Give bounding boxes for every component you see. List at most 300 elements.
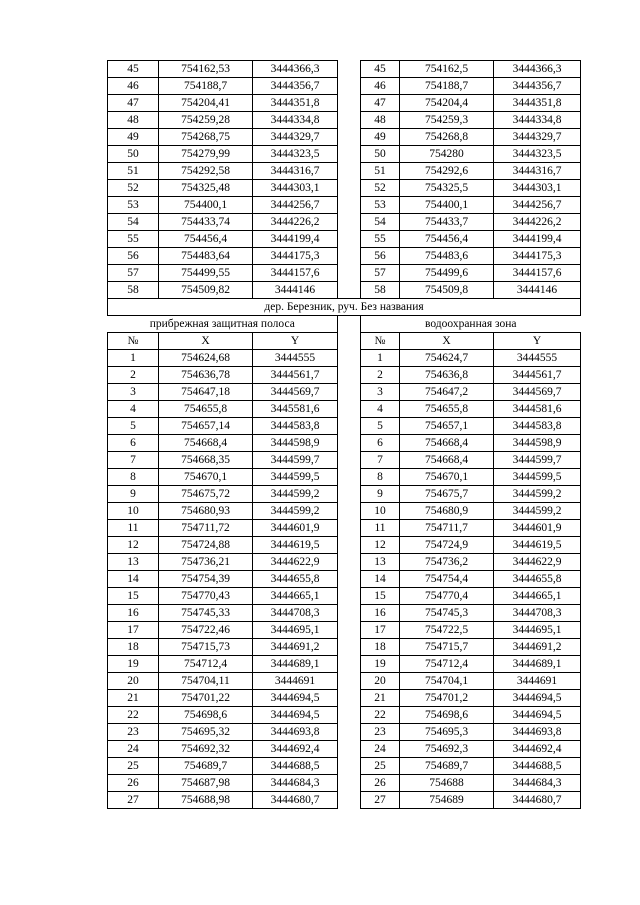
right-no-cell: 3 (361, 384, 400, 401)
right-x-cell: 754754,4 (400, 571, 494, 588)
column-gap (338, 112, 361, 129)
column-gap (338, 163, 361, 180)
right-x-cell: 754770,4 (400, 588, 494, 605)
right-no-cell: 25 (361, 758, 400, 775)
table-row (108, 656, 581, 673)
column-gap (338, 401, 361, 418)
left-no-cell: 24 (108, 741, 159, 758)
left-x-cell: 754754,39 (159, 571, 253, 588)
left-y-cell: 3444555 (253, 350, 338, 367)
left-x-cell: 754688,98 (159, 792, 253, 809)
right-y-cell: 3444583,8 (494, 418, 581, 435)
left-header-x: X (159, 333, 253, 350)
right-no-cell: 57 (361, 265, 400, 282)
left-y-cell: 3444598,9 (253, 435, 338, 452)
right-x-cell: 754280 (400, 146, 494, 163)
right-y-cell: 3444329,7 (494, 129, 581, 146)
left-y-cell: 3444366,3 (253, 61, 338, 78)
left-y-cell: 3444619,5 (253, 537, 338, 554)
right-x-cell: 754647,2 (400, 384, 494, 401)
left-y-cell: 3444692,4 (253, 741, 338, 758)
left-no-cell: 7 (108, 452, 159, 469)
right-no-cell: 16 (361, 605, 400, 622)
left-y-cell: 3444680,7 (253, 792, 338, 809)
left-no-cell: 4 (108, 401, 159, 418)
right-header-y: Y (494, 333, 581, 350)
table-row (108, 520, 581, 537)
column-gap (338, 418, 361, 435)
right-no-cell: 7 (361, 452, 400, 469)
column-gap (338, 367, 361, 384)
right-no-cell: 11 (361, 520, 400, 537)
table-row (108, 622, 581, 639)
right-no-cell: 14 (361, 571, 400, 588)
left-y-cell: 3444691 (253, 673, 338, 690)
left-no-cell: 13 (108, 554, 159, 571)
table-row (108, 690, 581, 707)
left-x-cell: 754279,99 (159, 146, 253, 163)
right-y-cell: 3444708,3 (494, 605, 581, 622)
left-no-cell: 16 (108, 605, 159, 622)
left-subtitle: прибрежная защитная полоса (108, 316, 338, 333)
right-y-cell: 3444316,7 (494, 163, 581, 180)
table-row (108, 588, 581, 605)
table-row (108, 741, 581, 758)
right-x-cell: 754657,1 (400, 418, 494, 435)
left-x-cell: 754456,4 (159, 231, 253, 248)
left-y-cell: 3444146 (253, 282, 338, 299)
left-no-cell: 19 (108, 656, 159, 673)
left-y-cell: 3444199,4 (253, 231, 338, 248)
table-row (108, 469, 581, 486)
column-gap (338, 724, 361, 741)
table-row (108, 384, 581, 401)
right-no-cell: 10 (361, 503, 400, 520)
right-x-cell: 754636,8 (400, 367, 494, 384)
left-y-cell: 3444569,7 (253, 384, 338, 401)
column-gap (338, 707, 361, 724)
right-y-cell: 3444695,1 (494, 622, 581, 639)
right-y-cell: 3444601,9 (494, 520, 581, 537)
left-header-y: Y (253, 333, 338, 350)
column-gap (338, 656, 361, 673)
right-x-cell: 754688 (400, 775, 494, 792)
right-no-cell: 21 (361, 690, 400, 707)
right-no-cell: 24 (361, 741, 400, 758)
left-y-cell: 3444303,1 (253, 180, 338, 197)
left-y-cell: 3444356,7 (253, 78, 338, 95)
right-x-cell: 754188,7 (400, 78, 494, 95)
left-y-cell: 3444689,1 (253, 656, 338, 673)
right-x-cell: 754259,3 (400, 112, 494, 129)
right-no-cell: 51 (361, 163, 400, 180)
table-row (108, 367, 581, 384)
right-x-cell: 754668,4 (400, 435, 494, 452)
left-x-cell: 754770,43 (159, 588, 253, 605)
right-y-cell: 3444569,7 (494, 384, 581, 401)
left-y-cell: 3444695,1 (253, 622, 338, 639)
column-gap (338, 690, 361, 707)
column-gap (338, 520, 361, 537)
column-gap (338, 146, 361, 163)
left-no-cell: 51 (108, 163, 159, 180)
table-row (108, 401, 581, 418)
right-y-cell: 3444599,2 (494, 503, 581, 520)
right-x-cell: 754499,6 (400, 265, 494, 282)
table-row (108, 146, 581, 163)
right-x-cell: 754162,5 (400, 61, 494, 78)
left-no-cell: 50 (108, 146, 159, 163)
right-y-cell: 3444665,1 (494, 588, 581, 605)
left-no-cell: 58 (108, 282, 159, 299)
column-gap (338, 78, 361, 95)
left-y-cell: 3444583,8 (253, 418, 338, 435)
right-x-cell: 754680,9 (400, 503, 494, 520)
column-gap (338, 622, 361, 639)
right-x-cell: 754483,6 (400, 248, 494, 265)
table-row (108, 758, 581, 775)
table-row (108, 673, 581, 690)
right-y-cell: 3444175,3 (494, 248, 581, 265)
left-no-cell: 45 (108, 61, 159, 78)
right-y-cell: 3444226,2 (494, 214, 581, 231)
table-row (108, 435, 581, 452)
table-row (108, 265, 581, 282)
right-no-cell: 56 (361, 248, 400, 265)
right-y-cell: 3444598,9 (494, 435, 581, 452)
column-gap (338, 554, 361, 571)
left-x-cell: 754636,78 (159, 367, 253, 384)
table-row (108, 350, 581, 367)
right-x-cell: 754712,4 (400, 656, 494, 673)
left-x-cell: 754668,35 (159, 452, 253, 469)
left-no-cell: 14 (108, 571, 159, 588)
section-header (108, 299, 581, 350)
table-row (108, 282, 581, 299)
right-y-cell: 3444199,4 (494, 231, 581, 248)
left-x-cell: 754400,1 (159, 197, 253, 214)
left-no-cell: 56 (108, 248, 159, 265)
table-row (108, 112, 581, 129)
right-no-cell: 23 (361, 724, 400, 741)
column-gap (338, 282, 361, 299)
right-x-cell: 754624,7 (400, 350, 494, 367)
left-no-cell: 2 (108, 367, 159, 384)
right-x-cell: 754711,7 (400, 520, 494, 537)
left-no-cell: 55 (108, 231, 159, 248)
right-y-cell: 3444555 (494, 350, 581, 367)
right-no-cell: 18 (361, 639, 400, 656)
right-x-cell: 754204,4 (400, 95, 494, 112)
table-row (108, 78, 581, 95)
left-x-cell: 754715,73 (159, 639, 253, 656)
table-row (108, 248, 581, 265)
left-y-cell: 3444708,3 (253, 605, 338, 622)
right-y-cell: 3444619,5 (494, 537, 581, 554)
table-row (108, 503, 581, 520)
right-header-x: X (400, 333, 494, 350)
column-gap (338, 452, 361, 469)
table-row (108, 61, 581, 78)
left-no-cell: 23 (108, 724, 159, 741)
right-no-cell: 48 (361, 112, 400, 129)
top-section (108, 61, 581, 299)
right-x-cell: 754268,8 (400, 129, 494, 146)
table-row (108, 792, 581, 809)
column-gap (338, 486, 361, 503)
left-y-cell: 3444599,2 (253, 503, 338, 520)
right-x-cell: 754655,8 (400, 401, 494, 418)
right-y-cell: 3444694,5 (494, 690, 581, 707)
table-row (108, 554, 581, 571)
right-x-cell: 754675,7 (400, 486, 494, 503)
left-y-cell: 3444226,2 (253, 214, 338, 231)
left-no-cell: 1 (108, 350, 159, 367)
left-x-cell: 754736,21 (159, 554, 253, 571)
left-y-cell: 3444688,5 (253, 758, 338, 775)
left-no-cell: 27 (108, 792, 159, 809)
column-gap (338, 129, 361, 146)
table-row (108, 724, 581, 741)
column-gap (338, 180, 361, 197)
table-row (108, 180, 581, 197)
right-no-cell: 22 (361, 707, 400, 724)
left-no-cell: 53 (108, 197, 159, 214)
column-gap (338, 673, 361, 690)
right-no-cell: 19 (361, 656, 400, 673)
left-no-cell: 5 (108, 418, 159, 435)
right-x-cell: 754292,6 (400, 163, 494, 180)
left-x-cell: 754268,75 (159, 129, 253, 146)
right-no-cell: 9 (361, 486, 400, 503)
table-row (108, 452, 581, 469)
right-x-cell: 754692,3 (400, 741, 494, 758)
section-title-row (108, 299, 581, 316)
left-x-cell: 754701,22 (159, 690, 253, 707)
right-y-cell: 3444622,9 (494, 554, 581, 571)
right-y-cell: 3444351,8 (494, 95, 581, 112)
table-row (108, 197, 581, 214)
left-no-cell: 18 (108, 639, 159, 656)
left-x-cell: 754695,32 (159, 724, 253, 741)
right-y-cell: 3444256,7 (494, 197, 581, 214)
left-y-cell: 3444691,2 (253, 639, 338, 656)
left-y-cell: 3444622,9 (253, 554, 338, 571)
left-x-cell: 754724,88 (159, 537, 253, 554)
left-y-cell: 3444599,2 (253, 486, 338, 503)
column-gap (338, 95, 361, 112)
right-y-cell: 3444157,6 (494, 265, 581, 282)
left-no-cell: 47 (108, 95, 159, 112)
column-gap (338, 639, 361, 656)
left-x-cell: 754712,4 (159, 656, 253, 673)
left-no-cell: 54 (108, 214, 159, 231)
left-no-cell: 11 (108, 520, 159, 537)
subtitle-row (108, 316, 581, 333)
right-y-cell: 3444691 (494, 673, 581, 690)
right-y-cell: 3444334,8 (494, 112, 581, 129)
right-y-cell: 3444684,3 (494, 775, 581, 792)
left-x-cell: 754698,6 (159, 707, 253, 724)
right-y-cell: 3444655,8 (494, 571, 581, 588)
left-x-cell: 754433,74 (159, 214, 253, 231)
column-gap (338, 503, 361, 520)
left-y-cell: 3444694,5 (253, 690, 338, 707)
right-no-cell: 20 (361, 673, 400, 690)
right-y-cell: 3444692,4 (494, 741, 581, 758)
left-no-cell: 17 (108, 622, 159, 639)
right-no-cell: 6 (361, 435, 400, 452)
left-y-cell: 3444684,3 (253, 775, 338, 792)
left-x-cell: 754204,41 (159, 95, 253, 112)
left-y-cell: 3444334,8 (253, 112, 338, 129)
right-x-cell: 754715,7 (400, 639, 494, 656)
left-x-cell: 754745,33 (159, 605, 253, 622)
right-no-cell: 5 (361, 418, 400, 435)
column-gap (338, 333, 361, 350)
column-gap (338, 435, 361, 452)
left-x-cell: 754162,53 (159, 61, 253, 78)
left-x-cell: 754704,11 (159, 673, 253, 690)
right-y-cell: 3444599,7 (494, 452, 581, 469)
right-y-cell: 3444581,6 (494, 401, 581, 418)
left-x-cell: 754624,68 (159, 350, 253, 367)
left-no-cell: 8 (108, 469, 159, 486)
table-row (108, 605, 581, 622)
column-gap (338, 775, 361, 792)
left-y-cell: 3444316,7 (253, 163, 338, 180)
column-gap (338, 537, 361, 554)
right-no-cell: 55 (361, 231, 400, 248)
right-y-cell: 3444599,2 (494, 486, 581, 503)
left-y-cell: 3444256,7 (253, 197, 338, 214)
table-row (108, 163, 581, 180)
left-header-no: № (108, 333, 159, 350)
left-x-cell: 754325,48 (159, 180, 253, 197)
left-no-cell: 46 (108, 78, 159, 95)
right-no-cell: 1 (361, 350, 400, 367)
right-subtitle: водоохранная зона (361, 316, 581, 333)
column-gap (338, 758, 361, 775)
right-x-cell: 754668,4 (400, 452, 494, 469)
right-y-cell: 3444323,5 (494, 146, 581, 163)
left-y-cell: 3444694,5 (253, 707, 338, 724)
left-y-cell: 3444157,6 (253, 265, 338, 282)
right-y-cell: 3444356,7 (494, 78, 581, 95)
left-x-cell: 754483,64 (159, 248, 253, 265)
right-x-cell: 754509,8 (400, 282, 494, 299)
left-no-cell: 12 (108, 537, 159, 554)
right-no-cell: 15 (361, 588, 400, 605)
left-y-cell: 3444599,5 (253, 469, 338, 486)
right-no-cell: 46 (361, 78, 400, 95)
table-row (108, 639, 581, 656)
table-row (108, 537, 581, 554)
left-x-cell: 754692,32 (159, 741, 253, 758)
right-no-cell: 27 (361, 792, 400, 809)
left-x-cell: 754259,28 (159, 112, 253, 129)
right-x-cell: 754698,6 (400, 707, 494, 724)
left-no-cell: 6 (108, 435, 159, 452)
right-no-cell: 45 (361, 61, 400, 78)
left-y-cell: 3444693,8 (253, 724, 338, 741)
left-y-cell: 3444601,9 (253, 520, 338, 537)
left-no-cell: 25 (108, 758, 159, 775)
left-y-cell: 3444561,7 (253, 367, 338, 384)
right-x-cell: 754325,5 (400, 180, 494, 197)
right-y-cell: 3444561,7 (494, 367, 581, 384)
right-header-no: № (361, 333, 400, 350)
right-x-cell: 754433,7 (400, 214, 494, 231)
left-x-cell: 754188,7 (159, 78, 253, 95)
right-x-cell: 754400,1 (400, 197, 494, 214)
left-y-cell: 3444351,8 (253, 95, 338, 112)
bottom-section (108, 350, 581, 809)
left-x-cell: 754670,1 (159, 469, 253, 486)
right-no-cell: 13 (361, 554, 400, 571)
column-gap (338, 469, 361, 486)
left-y-cell: 3444323,5 (253, 146, 338, 163)
column-gap (338, 792, 361, 809)
right-y-cell: 3444680,7 (494, 792, 581, 809)
right-y-cell: 3444691,2 (494, 639, 581, 656)
right-x-cell: 754670,1 (400, 469, 494, 486)
left-y-cell: 3444175,3 (253, 248, 338, 265)
right-no-cell: 17 (361, 622, 400, 639)
right-y-cell: 3444694,5 (494, 707, 581, 724)
header-row (108, 333, 581, 350)
right-no-cell: 4 (361, 401, 400, 418)
left-x-cell: 754689,7 (159, 758, 253, 775)
left-no-cell: 52 (108, 180, 159, 197)
table-row (108, 486, 581, 503)
right-no-cell: 12 (361, 537, 400, 554)
right-no-cell: 8 (361, 469, 400, 486)
left-x-cell: 754668,4 (159, 435, 253, 452)
table-row (108, 95, 581, 112)
left-x-cell: 754675,72 (159, 486, 253, 503)
right-no-cell: 54 (361, 214, 400, 231)
right-no-cell: 26 (361, 775, 400, 792)
left-y-cell: 3444329,7 (253, 129, 338, 146)
left-no-cell: 57 (108, 265, 159, 282)
right-x-cell: 754695,3 (400, 724, 494, 741)
left-x-cell: 754687,98 (159, 775, 253, 792)
left-x-cell: 754499,55 (159, 265, 253, 282)
right-y-cell: 3444688,5 (494, 758, 581, 775)
left-y-cell: 3444665,1 (253, 588, 338, 605)
column-gap (338, 316, 361, 333)
right-no-cell: 53 (361, 197, 400, 214)
left-x-cell: 754657,14 (159, 418, 253, 435)
left-no-cell: 49 (108, 129, 159, 146)
column-gap (338, 248, 361, 265)
left-x-cell: 754722,46 (159, 622, 253, 639)
table-row (108, 707, 581, 724)
column-gap (338, 384, 361, 401)
right-x-cell: 754689,7 (400, 758, 494, 775)
column-gap (338, 741, 361, 758)
table-row (108, 129, 581, 146)
left-no-cell: 9 (108, 486, 159, 503)
left-y-cell: 3445581,6 (253, 401, 338, 418)
right-y-cell: 3444599,5 (494, 469, 581, 486)
right-x-cell: 754704,1 (400, 673, 494, 690)
right-x-cell: 754689 (400, 792, 494, 809)
right-y-cell: 3444303,1 (494, 180, 581, 197)
right-no-cell: 49 (361, 129, 400, 146)
table-row (108, 214, 581, 231)
